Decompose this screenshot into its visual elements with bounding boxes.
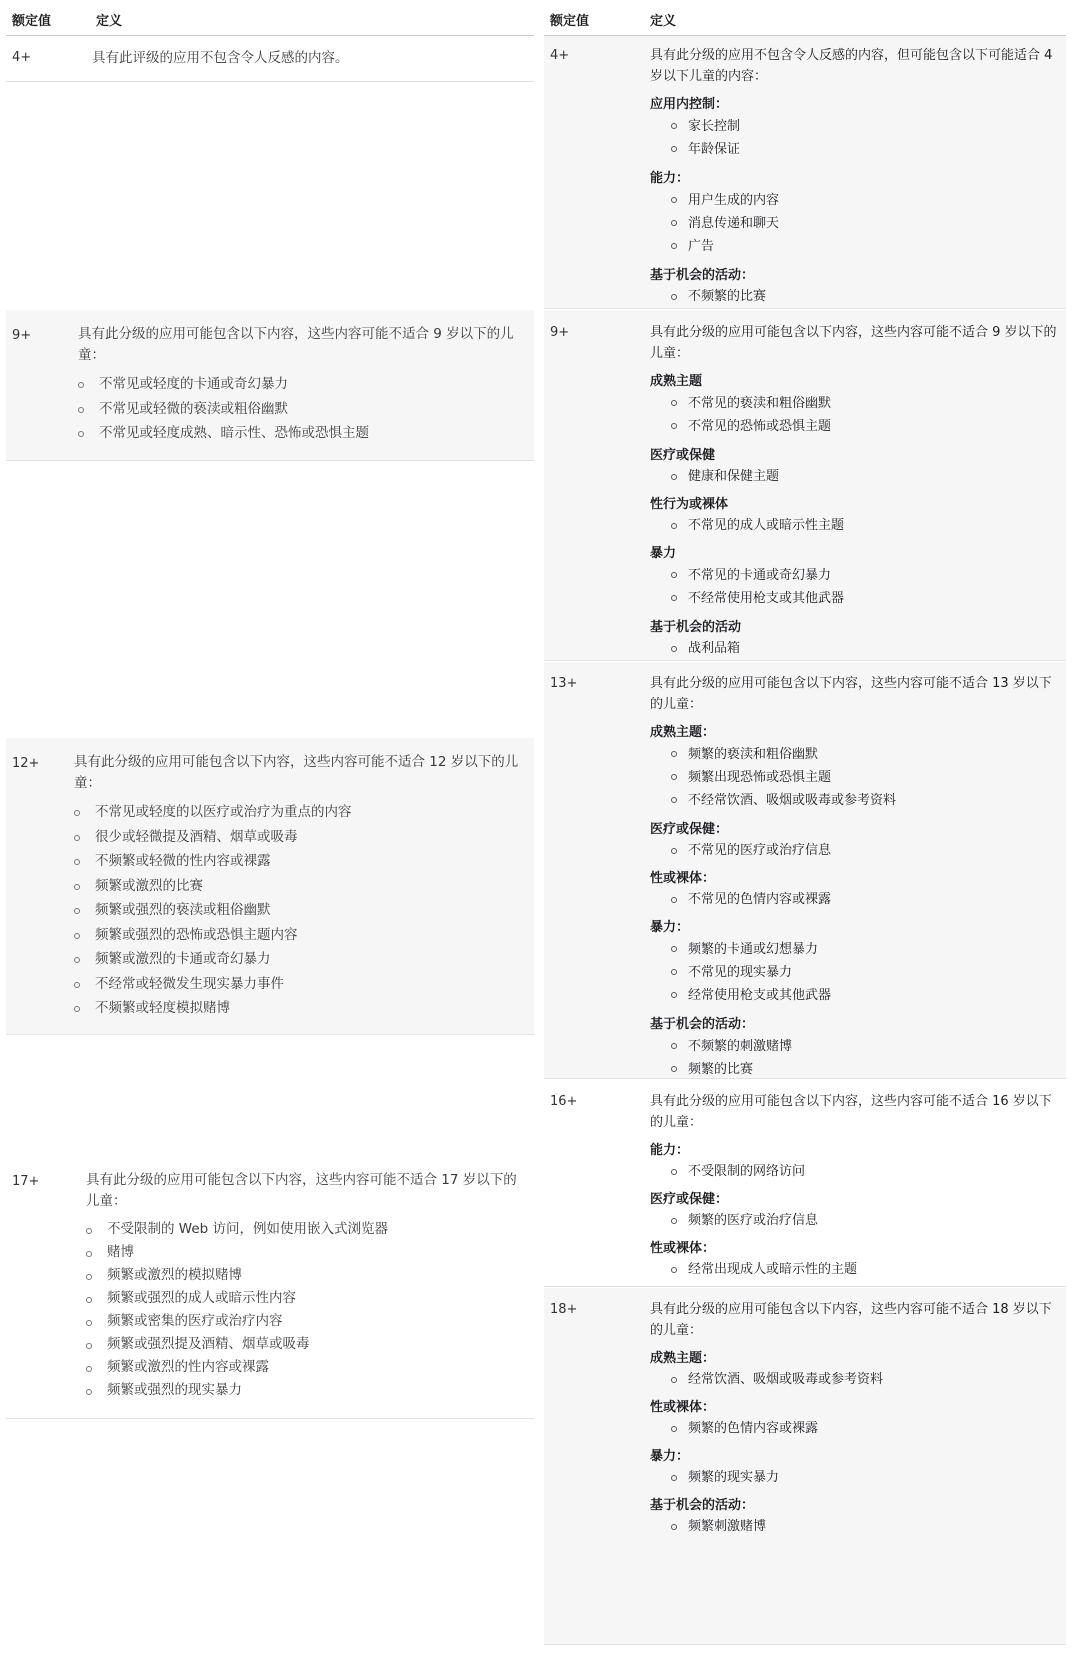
rating-value: 17+: [12, 1174, 40, 1189]
rating-row-9plus: [6, 310, 534, 461]
content-list: [78, 372, 528, 446]
list-item: 不常见或轻度成熟、暗示性、恐怖或恐惧主题: [78, 421, 528, 446]
rating-definition: [78, 324, 528, 446]
category-title: 基于机会的活动：: [650, 1498, 755, 1513]
definition-intro: 具有此分级的应用不包含令人反感的内容，但可能包含以下可能适合 4 岁以下儿童的内容：: [650, 48, 1053, 84]
list-item: 频繁的色情内容或裸露: [650, 1418, 1058, 1439]
list-item: 频繁的现实暴力: [650, 1467, 1058, 1488]
rating-value: 12+: [12, 756, 40, 771]
list-item: 频繁或激烈的比赛: [74, 874, 530, 899]
rating-definition: [74, 752, 530, 1021]
list-item: 赌博: [86, 1241, 526, 1264]
category-title: 性或裸体：: [650, 871, 716, 886]
list-item: 不频繁或轻度模拟赌博: [74, 996, 530, 1021]
list-item: 频繁或强烈的成人或暗示性内容: [86, 1287, 526, 1310]
rating-value: 16+: [550, 1094, 578, 1109]
rating-row-12plus: [6, 738, 534, 1035]
rating-definition: [86, 1170, 526, 1402]
list-item: 广告: [650, 235, 1058, 258]
definition-intro: 具有此分级的应用可能包含以下内容，这些内容可能不适合 17 岁以下的儿童：: [86, 1172, 517, 1209]
list-item: 不常见或轻度的以医疗或治疗为重点的内容: [74, 800, 530, 825]
list-item: 健康和保健主题: [650, 466, 1058, 487]
content-list: [650, 1210, 1058, 1231]
content-list: [650, 1516, 1058, 1537]
category-title: 医疗或保健: [650, 448, 716, 463]
list-item: 频繁或强烈提及酒精、烟草或吸毒: [86, 1333, 526, 1356]
rating-row-4plus: [6, 36, 534, 82]
list-item: 不受限制的网络访问: [650, 1161, 1058, 1182]
definition-intro: 具有此分级的应用可能包含以下内容，这些内容可能不适合 18 岁以下的儿童：: [650, 1302, 1052, 1338]
list-item: 频繁的比赛: [650, 1058, 1058, 1081]
list-item: 频繁或密集的医疗或治疗内容: [86, 1310, 526, 1333]
content-list: [650, 115, 1058, 161]
rating-row-4plus: [544, 36, 1066, 309]
content-list: [650, 1259, 1058, 1280]
list-item: 家长控制: [650, 115, 1058, 138]
list-item: 经常使用枪支或其他武器: [650, 984, 1058, 1007]
category-title: 医疗或保健：: [650, 822, 729, 837]
content-list: [650, 515, 1058, 536]
rating-value: 9+: [12, 328, 32, 343]
list-item: 不经常或轻微发生现实暴力事件: [74, 972, 530, 997]
definition-intro: 具有此分级的应用可能包含以下内容，这些内容可能不适合 9 岁以下的儿童：: [650, 325, 1057, 361]
content-list: [650, 564, 1058, 610]
rating-value: 4+: [12, 50, 32, 65]
list-item: 频繁或激烈的模拟赌博: [86, 1264, 526, 1287]
rating-row-17plus: [6, 1156, 534, 1419]
content-list: [650, 189, 1058, 258]
list-item: 频繁出现恐怖或恐惧主题: [650, 766, 1058, 789]
table-header: [544, 0, 1066, 36]
content-list: [650, 286, 1058, 307]
list-item: 不经常使用枪支或其他武器: [650, 587, 1058, 610]
category-title: 暴力：: [650, 1449, 690, 1464]
list-item: 不频繁的刺激赌博: [650, 1035, 1058, 1058]
list-item: 不常见或轻微的亵渎或粗俗幽默: [78, 397, 528, 422]
list-item: 不常见的卡通或奇幻暴力: [650, 564, 1058, 587]
list-item: 很少或轻微提及酒精、烟草或吸毒: [74, 825, 530, 850]
list-item: 用户生成的内容: [650, 189, 1058, 212]
rating-definition: [650, 1299, 1058, 1537]
list-item: 不常见的医疗或治疗信息: [650, 840, 1058, 861]
definition-column-header: 定义: [650, 14, 677, 29]
content-list: [650, 1418, 1058, 1439]
rating-definition: [650, 1091, 1058, 1280]
definition-intro: 具有此分级的应用可能包含以下内容，这些内容可能不适合 13 岁以下的儿童：: [650, 676, 1052, 712]
table-header: [6, 0, 534, 36]
rating-column-header: 额定值: [12, 14, 52, 29]
content-list: [650, 1467, 1058, 1488]
rating-column-header: 额定值: [550, 14, 590, 29]
list-item: 不频繁的比赛: [650, 286, 1058, 307]
category-title: 性或裸体：: [650, 1400, 716, 1415]
list-item: 不经常饮酒、吸烟或吸毒或参考资料: [650, 789, 1058, 812]
definition-intro: 具有此分级的应用可能包含以下内容，这些内容可能不适合 9 岁以下的儿童：: [78, 326, 514, 363]
list-item: 频繁或强烈的现实暴力: [86, 1379, 526, 1402]
category-title: 暴力: [650, 546, 677, 561]
rating-row-9plus: [544, 310, 1066, 661]
category-title: 成熟主题: [650, 374, 703, 389]
rating-definition: [650, 322, 1058, 659]
definition-intro: 具有此分级的应用可能包含以下内容，这些内容可能不适合 12 岁以下的儿童：: [74, 754, 519, 791]
content-list: [74, 800, 530, 1021]
right-rating-table: [544, 0, 1066, 1534]
list-item: 频繁或强烈的恐怖或恐惧主题内容: [74, 923, 530, 948]
definition-column-header: 定义: [96, 14, 123, 29]
list-item: 频繁的医疗或治疗信息: [650, 1210, 1058, 1231]
list-item: 不常见的色情内容或裸露: [650, 889, 1058, 910]
content-list: [650, 1035, 1058, 1081]
list-item: 频繁或激烈的卡通或奇幻暴力: [74, 947, 530, 972]
content-list: [650, 466, 1058, 487]
list-item: 不频繁或轻微的性内容或裸露: [74, 849, 530, 874]
rating-row-18plus: [544, 1288, 1066, 1645]
content-list: [650, 889, 1058, 910]
list-item: 频繁刺激赌博: [650, 1516, 1058, 1537]
list-item: 战利品箱: [650, 638, 1058, 659]
category-title: 基于机会的活动: [650, 620, 742, 635]
content-list: [86, 1218, 526, 1402]
category-title: 性行为或裸体: [650, 497, 729, 512]
content-list: [650, 1161, 1058, 1182]
rating-definition: [92, 48, 522, 69]
list-item: 不常见的亵渎和粗俗幽默: [650, 392, 1058, 415]
category-title: 能力：: [650, 1143, 690, 1158]
category-title: 成熟主题：: [650, 1351, 716, 1366]
rating-value: 4+: [550, 48, 570, 63]
list-item: 经常饮酒、吸烟或吸毒或参考资料: [650, 1369, 1058, 1390]
list-item: 消息传递和聊天: [650, 212, 1058, 235]
rating-value: 13+: [550, 676, 578, 691]
rating-value: 18+: [550, 1302, 578, 1317]
content-list: [650, 840, 1058, 861]
content-list: [650, 1369, 1058, 1390]
rating-value: 9+: [550, 325, 570, 340]
list-item: 不常见的现实暴力: [650, 961, 1058, 984]
left-rating-table: [6, 0, 534, 1398]
category-title: 应用内控制：: [650, 97, 729, 112]
list-item: 频繁或激烈的性内容或裸露: [86, 1356, 526, 1379]
rating-definition: [650, 673, 1058, 1081]
category-title: 成熟主题：: [650, 725, 716, 740]
list-item: 频繁或强烈的亵渎或粗俗幽默: [74, 898, 530, 923]
list-item: 不常见的成人或暗示性主题: [650, 515, 1058, 536]
content-list: [650, 938, 1058, 1007]
list-item: 年龄保证: [650, 138, 1058, 161]
content-list: [650, 743, 1058, 812]
content-list: [650, 638, 1058, 659]
rating-row-13plus: [544, 662, 1066, 1079]
list-item: 不受限制的 Web 访问，例如使用嵌入式浏览器: [86, 1218, 526, 1241]
rating-definition: [650, 45, 1058, 307]
definition-intro: 具有此评级的应用不包含令人反感的内容。: [92, 50, 349, 66]
list-item: 经常出现成人或暗示性的主题: [650, 1259, 1058, 1280]
list-item: 不常见的恐怖或恐惧主题: [650, 415, 1058, 438]
list-item: 频繁的亵渎和粗俗幽默: [650, 743, 1058, 766]
list-item: 不常见或轻度的卡通或奇幻暴力: [78, 372, 528, 397]
list-item: 频繁的卡通或幻想暴力: [650, 938, 1058, 961]
rating-row-16plus: [544, 1080, 1066, 1287]
category-title: 基于机会的活动：: [650, 268, 755, 283]
definition-intro: 具有此分级的应用可能包含以下内容，这些内容可能不适合 16 岁以下的儿童：: [650, 1094, 1052, 1130]
content-list: [650, 392, 1058, 438]
category-title: 能力：: [650, 171, 690, 186]
category-title: 暴力：: [650, 920, 690, 935]
category-title: 基于机会的活动：: [650, 1017, 755, 1032]
category-title: 医疗或保健：: [650, 1192, 729, 1207]
category-title: 性或裸体：: [650, 1241, 716, 1256]
